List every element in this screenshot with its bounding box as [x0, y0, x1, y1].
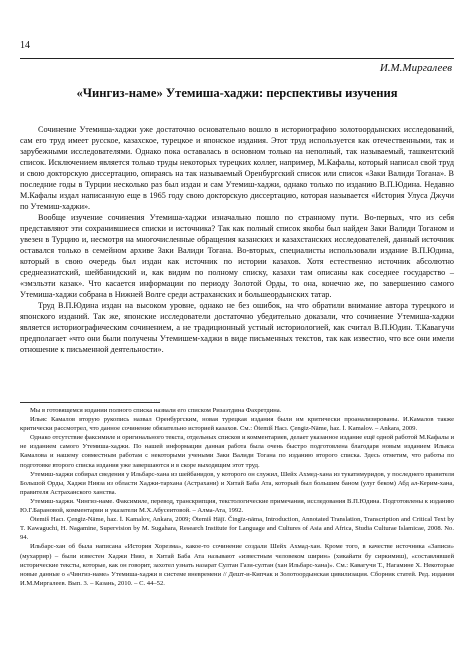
footnote-5: Утемиш-хаджи. Чингиз-наме. Факсимиле, перевод, транскрипция, текстологические примечания, исследования В.П.Юдина. Подготовлены к изданию Ю.Г.Барановой, комментарии и указатели М.Х.Абусеитовой. – Алма-Ата, 1992. — [20, 497, 454, 515]
body-paragraph-2: Вообще изучение сочинения Утемиша-хаджи изначально пошло по странному пути. Во-первых, что из себя представляют эти сохранившиеся списки и источника? Так как полный список якобы был найден Заки Валиди Тоганом и увезен в Турцию и, несмотря на многочисленные обращения казанских и казахстанских исследователей, данный источник оставался только в семейном архиве Заки Валиди Тогана. Во-вторых, специалисты использовали издание В.П.Юдина, который в свою очередь был издан как источник по истории казахов. Хотя естественно источник абсолютно среднеазиатский, шейбанидский и, как видим по полному списку, казахи там описаны как соседнее государство – «эмэльэти казак». Что касается информации по периоду Золотой Орды, то она, конечно же, по завершению самого Утемиша-хаджи собрана в Нижней Волге среди астраханских и большеордынских татар. — [20, 213, 454, 299]
body-paragraph-3: Труд В.П.Юдина издан на высоком уровне, однако не без ошибок, на что обратили внимание автора турецкого и японского изданий. Так же, японские исследователи достаточно убедительно доказали, что сочинение Утемиша-хаджи является историографическим сочинением, а не традиционный устный историологией, как считал В.П.Юдин. Т.Кавагучи предполагает «что они были получены Утемишем-хаджи в виде письменных текстов, так как известно, что все они имели отношение к письменной деятельности». — [20, 301, 454, 354]
page-number: 14 — [20, 40, 30, 51]
author-name: И.М.Миргалеев — [379, 62, 452, 74]
footnotes-divider — [20, 402, 160, 403]
footnote-4: Утемиш-хаджи собирал сведения у Ильбарс-хана из шейбанидов, у которого он служил, Шейх Ахмед-хана из тукатимуридов, у последнего правителя Большой Орды, Хаджи Нияза из области Хаджи-тархана (Астрахани) и Хитай Баба Ата, который был большим баном (улуг беком) Абд ал-Керим-хана, правителя Астраханского ханства. — [20, 470, 454, 496]
footnote-3: Однако отсутствие факсимиле и оригинального текста, отдельных списков и комментариев, делает указанное издание ещё одной работой М.Кафалы и не изданием самого Утемиша-хаджи. По нашей информации данная работа была очень быстро подготовлена благодаря новым изданием Ильяса Камалова и нашему совместным работам с некоторыми учеными Заки Валиди Тогана по изданию второго списка. Здесь отметим, что работы по подготовке второго списка издания уже завершаются и в скоре выходящим этот труд. — [20, 434, 454, 469]
footnote-1: Мы в готовящемся издании полного списка назвали его списком Ризаэтдина Фахретдина. — [30, 407, 282, 414]
article-title: «Чингиз-наме» Утемиша-хаджи: перспективы изучения — [76, 86, 398, 100]
footnote-6: Ötemiš Hacı. Çengiz-Nāme, haz. İ. Kamalov, Ankara, 2009; Ötemiš Hājī. Čingīz-nāma, Introduction, Annotated Translation, Transcription and Critical Text by T. Kawaguchi, H. Nagamine, Supervision by M. Sugahara, Research Institute for Language and Cultures of Asia and Africa, Studia Culturae Islamicae, 2008. No. 94. — [20, 516, 454, 542]
footnote-7: Ильбарс-хан об была написана «История Хорезма», какое-то сочинение создали Шейх Ахмад-хан. Кроме того, в качестве источника «Записи» (мухаррир) – были известен Хаджи Нияз, в Хитай Баба Ата называют «известным человеком ширин» (хикайати бу сиркимиш), «составлявшей исторические тексты, которые, как он говорит, захотел узнать назарат Султан Гази-султан (хан Ильбарс-хана)». См.: Кавагучи Т., Нагамине Х. Некоторые новые данные о «Чингиз-наме» Утемиша-хаджи в системе вневремени // Дешт-и-Кипчак и Золотоордынская цивилизация. Сборник статей. Ред. издания И.М.Миргалеев. Вып. 3. – Казань, 2010. – С. 44–52. — [20, 543, 454, 587]
body-paragraph-1: Сочинение Утемиша-хаджи уже достаточно основательно вошло в историографию золотоордынских исследований, сам его труд имеет русское, казахское, турецкое и японское издания. Этот труд используется как отечественными, так и зарубежными исследователями. Однако пока оставалась в основном только на неполный, так называемый, ташкентский список. Исключением является только труды некоторых турецких коллег, например, М.Кафалы, который написал свой труд и свою докторскую диссертацию, опираясь на так называемый Оренбургский список или список «Заки Валиди Тогана». В последние годы в Турции несколько раз был издан и сам Утемиш-хаджи, однако только по изданию В.П.Юдина. Недавно М.Кафалы издал написанную еще в 1965 году свою докторскую диссертацию, которая называется «История Улуса Джучи по Утемиш-хаджи». — [20, 125, 454, 211]
footnote-2: Ильяс Камалов вторую рукопись назвал Оренбургским, новая турецкая издания были им критически проанализированы. И.Камалов также критически рассмотрел, что данное сочинение обязательно историей казахов. См.: Ötemiš Hacı. Çengiz-Nāme, haz. İ. Kamalov. – Ankara, 2009. — [20, 416, 454, 433]
footnotes — [20, 406, 454, 588]
article-body — [20, 124, 454, 355]
header-divider — [20, 58, 454, 59]
